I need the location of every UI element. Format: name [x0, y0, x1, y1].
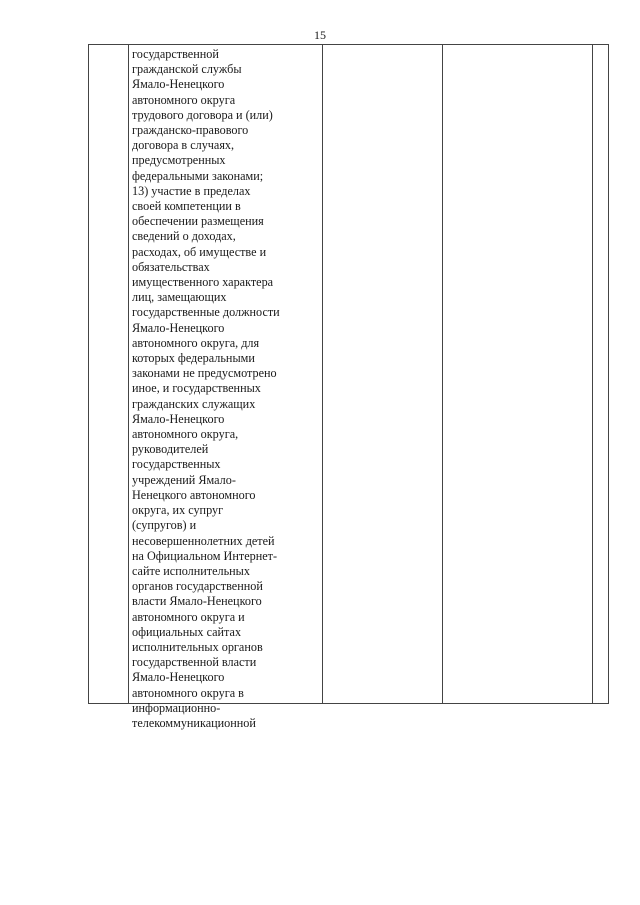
- cell-line: исполнительных органов: [132, 639, 263, 654]
- cell-line: лиц, замещающих: [132, 290, 227, 305]
- cell-line: автономного округа и: [132, 609, 245, 624]
- cell-line: руководителей: [132, 442, 209, 457]
- cell-line: сайте исполнительных: [132, 563, 250, 578]
- cell-line: несовершеннолетних детей: [132, 533, 275, 548]
- cell-line: Ямало-Ненецкого: [132, 411, 225, 426]
- cell-line: федеральными законами;: [132, 168, 264, 183]
- cell-line: государственной: [132, 47, 219, 61]
- cell-line: автономного округа в: [132, 685, 244, 700]
- column-divider-1: [128, 44, 129, 704]
- cell-line: трудового договора и (или): [132, 107, 273, 122]
- cell-line: сведений о доходах,: [132, 229, 236, 244]
- cell-line: официальных сайтах: [132, 624, 242, 639]
- cell-line: власти Ямало-Ненецкого: [132, 594, 262, 609]
- cell-line: расходах, об имуществе и: [132, 244, 267, 259]
- cell-line: договора в случаях,: [132, 138, 235, 153]
- cell-line: Ненецкого автономного: [132, 487, 256, 502]
- table-cell-description: [132, 47, 322, 731]
- cell-line: Ямало-Ненецкого: [132, 320, 225, 335]
- cell-line: Ямало-Ненецкого: [132, 77, 225, 92]
- cell-line: которых федеральными: [132, 351, 255, 366]
- cell-line: своей компетенции в: [132, 199, 241, 214]
- cell-line: на Официальном Интернет-: [132, 548, 278, 563]
- cell-line: органов государственной: [132, 579, 263, 594]
- cell-line: информационно-: [132, 700, 221, 715]
- cell-line: государственной власти: [132, 655, 257, 670]
- table-border-right: [608, 44, 609, 704]
- cell-line: обеспечении размещения: [132, 214, 264, 229]
- cell-line: законами не предусмотрено: [132, 366, 277, 381]
- cell-line: государственных: [132, 457, 221, 472]
- cell-line: автономного округа: [132, 92, 236, 107]
- column-divider-2: [322, 44, 323, 704]
- cell-line: гражданской службы: [132, 62, 242, 77]
- cell-line: имущественного характера: [132, 275, 274, 290]
- cell-line: автономного округа,: [132, 427, 239, 442]
- cell-line: иное, и государственных: [132, 381, 261, 396]
- cell-line: Ямало-Ненецкого: [132, 670, 225, 685]
- column-divider-3: [442, 44, 443, 704]
- table-border-top: [88, 44, 609, 45]
- page-number: 15: [314, 28, 326, 42]
- table-border-left: [88, 44, 89, 704]
- cell-line: обязательствах: [132, 259, 210, 274]
- cell-line: гражданско-правового: [132, 123, 249, 138]
- cell-line: автономного округа, для: [132, 335, 260, 350]
- column-divider-4: [592, 44, 593, 704]
- cell-line: учреждений Ямало-: [132, 472, 236, 487]
- cell-line: округа, их супруг: [132, 503, 224, 518]
- cell-line: телекоммуникационной: [132, 715, 256, 730]
- cell-line: предусмотренных: [132, 153, 226, 168]
- cell-line: государственные должности: [132, 305, 280, 320]
- cell-line: гражданских служащих: [132, 396, 256, 411]
- cell-line: 13) участие в пределах: [132, 183, 251, 198]
- cell-line: (супругов) и: [132, 518, 197, 533]
